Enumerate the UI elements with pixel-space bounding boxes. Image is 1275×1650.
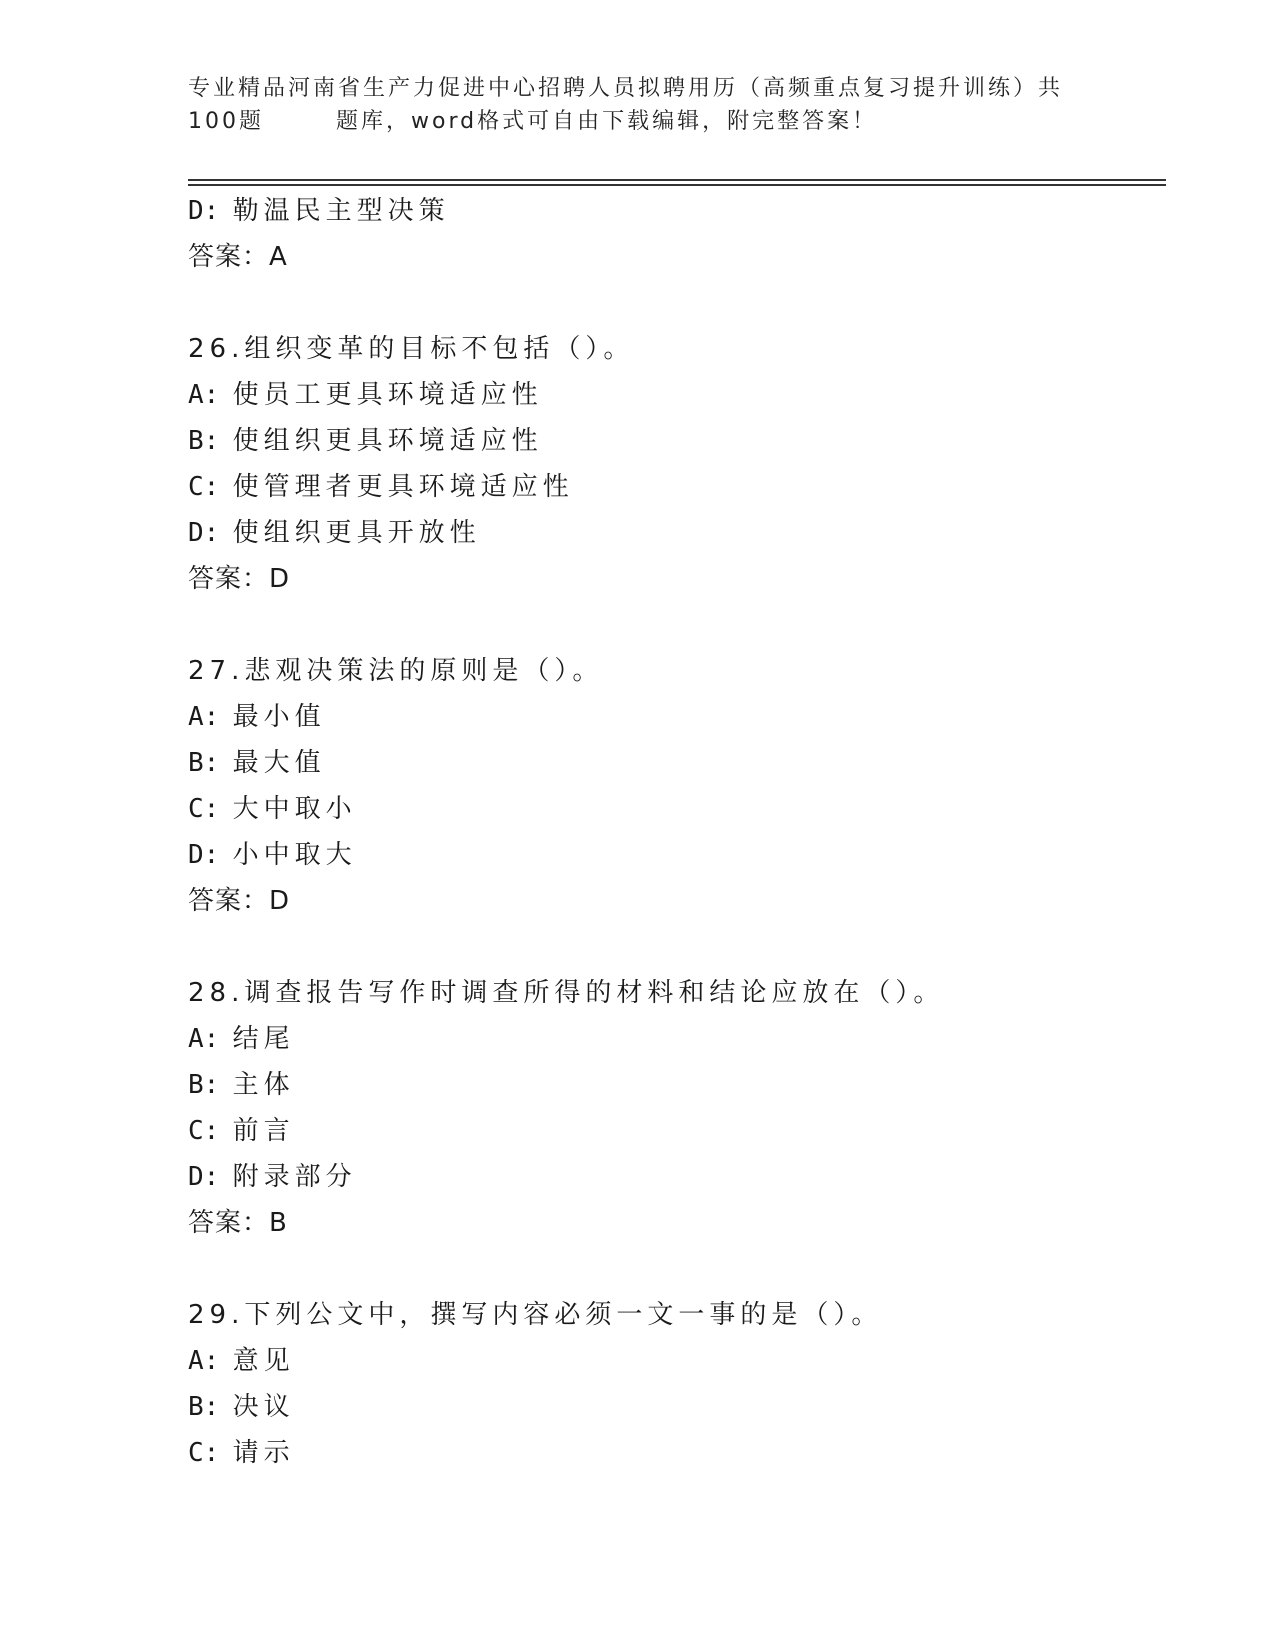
option-a: [188, 1016, 1168, 1062]
option-a: [188, 372, 1168, 418]
option-a: [188, 1338, 1168, 1384]
option-d: [188, 188, 1168, 234]
option-text: 大中取小: [232, 794, 357, 824]
option-text: 附录部分: [232, 1162, 357, 1192]
option-text: 使管理者更具环境适应性: [232, 472, 574, 502]
option-text: 最小值: [232, 702, 326, 732]
header-title-line2: [188, 105, 1078, 138]
header-divider-bottom: [188, 184, 1166, 186]
question-content: [188, 188, 1168, 1476]
question-stem: 28.调查报告写作时调查所得的材料和结论应放在（）。: [188, 978, 945, 1008]
question-stem: 27.悲观决策法的原则是（）。: [188, 656, 604, 686]
option-d: [188, 832, 1168, 878]
option-prefix: B:: [188, 1392, 220, 1422]
answer-line: 答案：D: [188, 564, 291, 594]
option-text: 小中取大: [232, 840, 357, 870]
document-header: [188, 72, 1078, 138]
header-description: 题库，word格式可自由下载编辑，附完整答案！: [336, 109, 878, 134]
option-text: 最大值: [232, 748, 326, 778]
option-prefix: A:: [188, 1346, 220, 1376]
option-text: 意见: [232, 1346, 295, 1376]
option-text: 决议: [232, 1392, 295, 1422]
option-prefix: C:: [188, 794, 220, 824]
option-text: 使组织更具环境适应性: [232, 426, 543, 456]
option-prefix: B:: [188, 748, 220, 778]
answer-line: 答案：A: [188, 242, 288, 272]
option-c: [188, 786, 1168, 832]
option-prefix: A:: [188, 1024, 220, 1054]
option-text: 勒温民主型决策: [232, 196, 450, 226]
header-divider-top: [188, 179, 1166, 181]
option-prefix: D:: [188, 1162, 220, 1192]
option-b: [188, 1384, 1168, 1430]
question-stem: 26.组织变革的目标不包括（）。: [188, 334, 635, 364]
option-text: 前言: [232, 1116, 295, 1146]
option-d: [188, 1154, 1168, 1200]
option-prefix: D:: [188, 196, 220, 226]
option-prefix: B:: [188, 1070, 220, 1100]
option-prefix: C:: [188, 1116, 220, 1146]
option-c: [188, 464, 1168, 510]
option-prefix: D:: [188, 840, 220, 870]
header-title-line1: 专业精品河南省生产力促进中心招聘人员拟聘用历（高频重点复习提升训练）共: [188, 76, 1064, 101]
question-stem: 29.下列公文中，撰写内容必须一文一事的是（）。: [188, 1300, 883, 1330]
option-prefix: B:: [188, 426, 220, 456]
answer-line: 答案：D: [188, 886, 291, 916]
option-prefix: A:: [188, 702, 220, 732]
option-a: [188, 694, 1168, 740]
option-text: 使员工更具环境适应性: [232, 380, 543, 410]
option-text: 主体: [232, 1070, 295, 1100]
option-b: [188, 740, 1168, 786]
option-text: 使组织更具开放性: [232, 518, 481, 548]
option-d: [188, 510, 1168, 556]
option-c: [188, 1430, 1168, 1476]
option-prefix: C:: [188, 1438, 220, 1468]
option-prefix: D:: [188, 518, 220, 548]
option-b: [188, 418, 1168, 464]
option-prefix: A:: [188, 380, 220, 410]
option-text: 结尾: [232, 1024, 295, 1054]
option-text: 请示: [232, 1438, 295, 1468]
option-b: [188, 1062, 1168, 1108]
option-c: [188, 1108, 1168, 1154]
answer-line: 答案：B: [188, 1208, 288, 1238]
option-prefix: C:: [188, 472, 220, 502]
header-question-count: 100题: [188, 109, 264, 134]
